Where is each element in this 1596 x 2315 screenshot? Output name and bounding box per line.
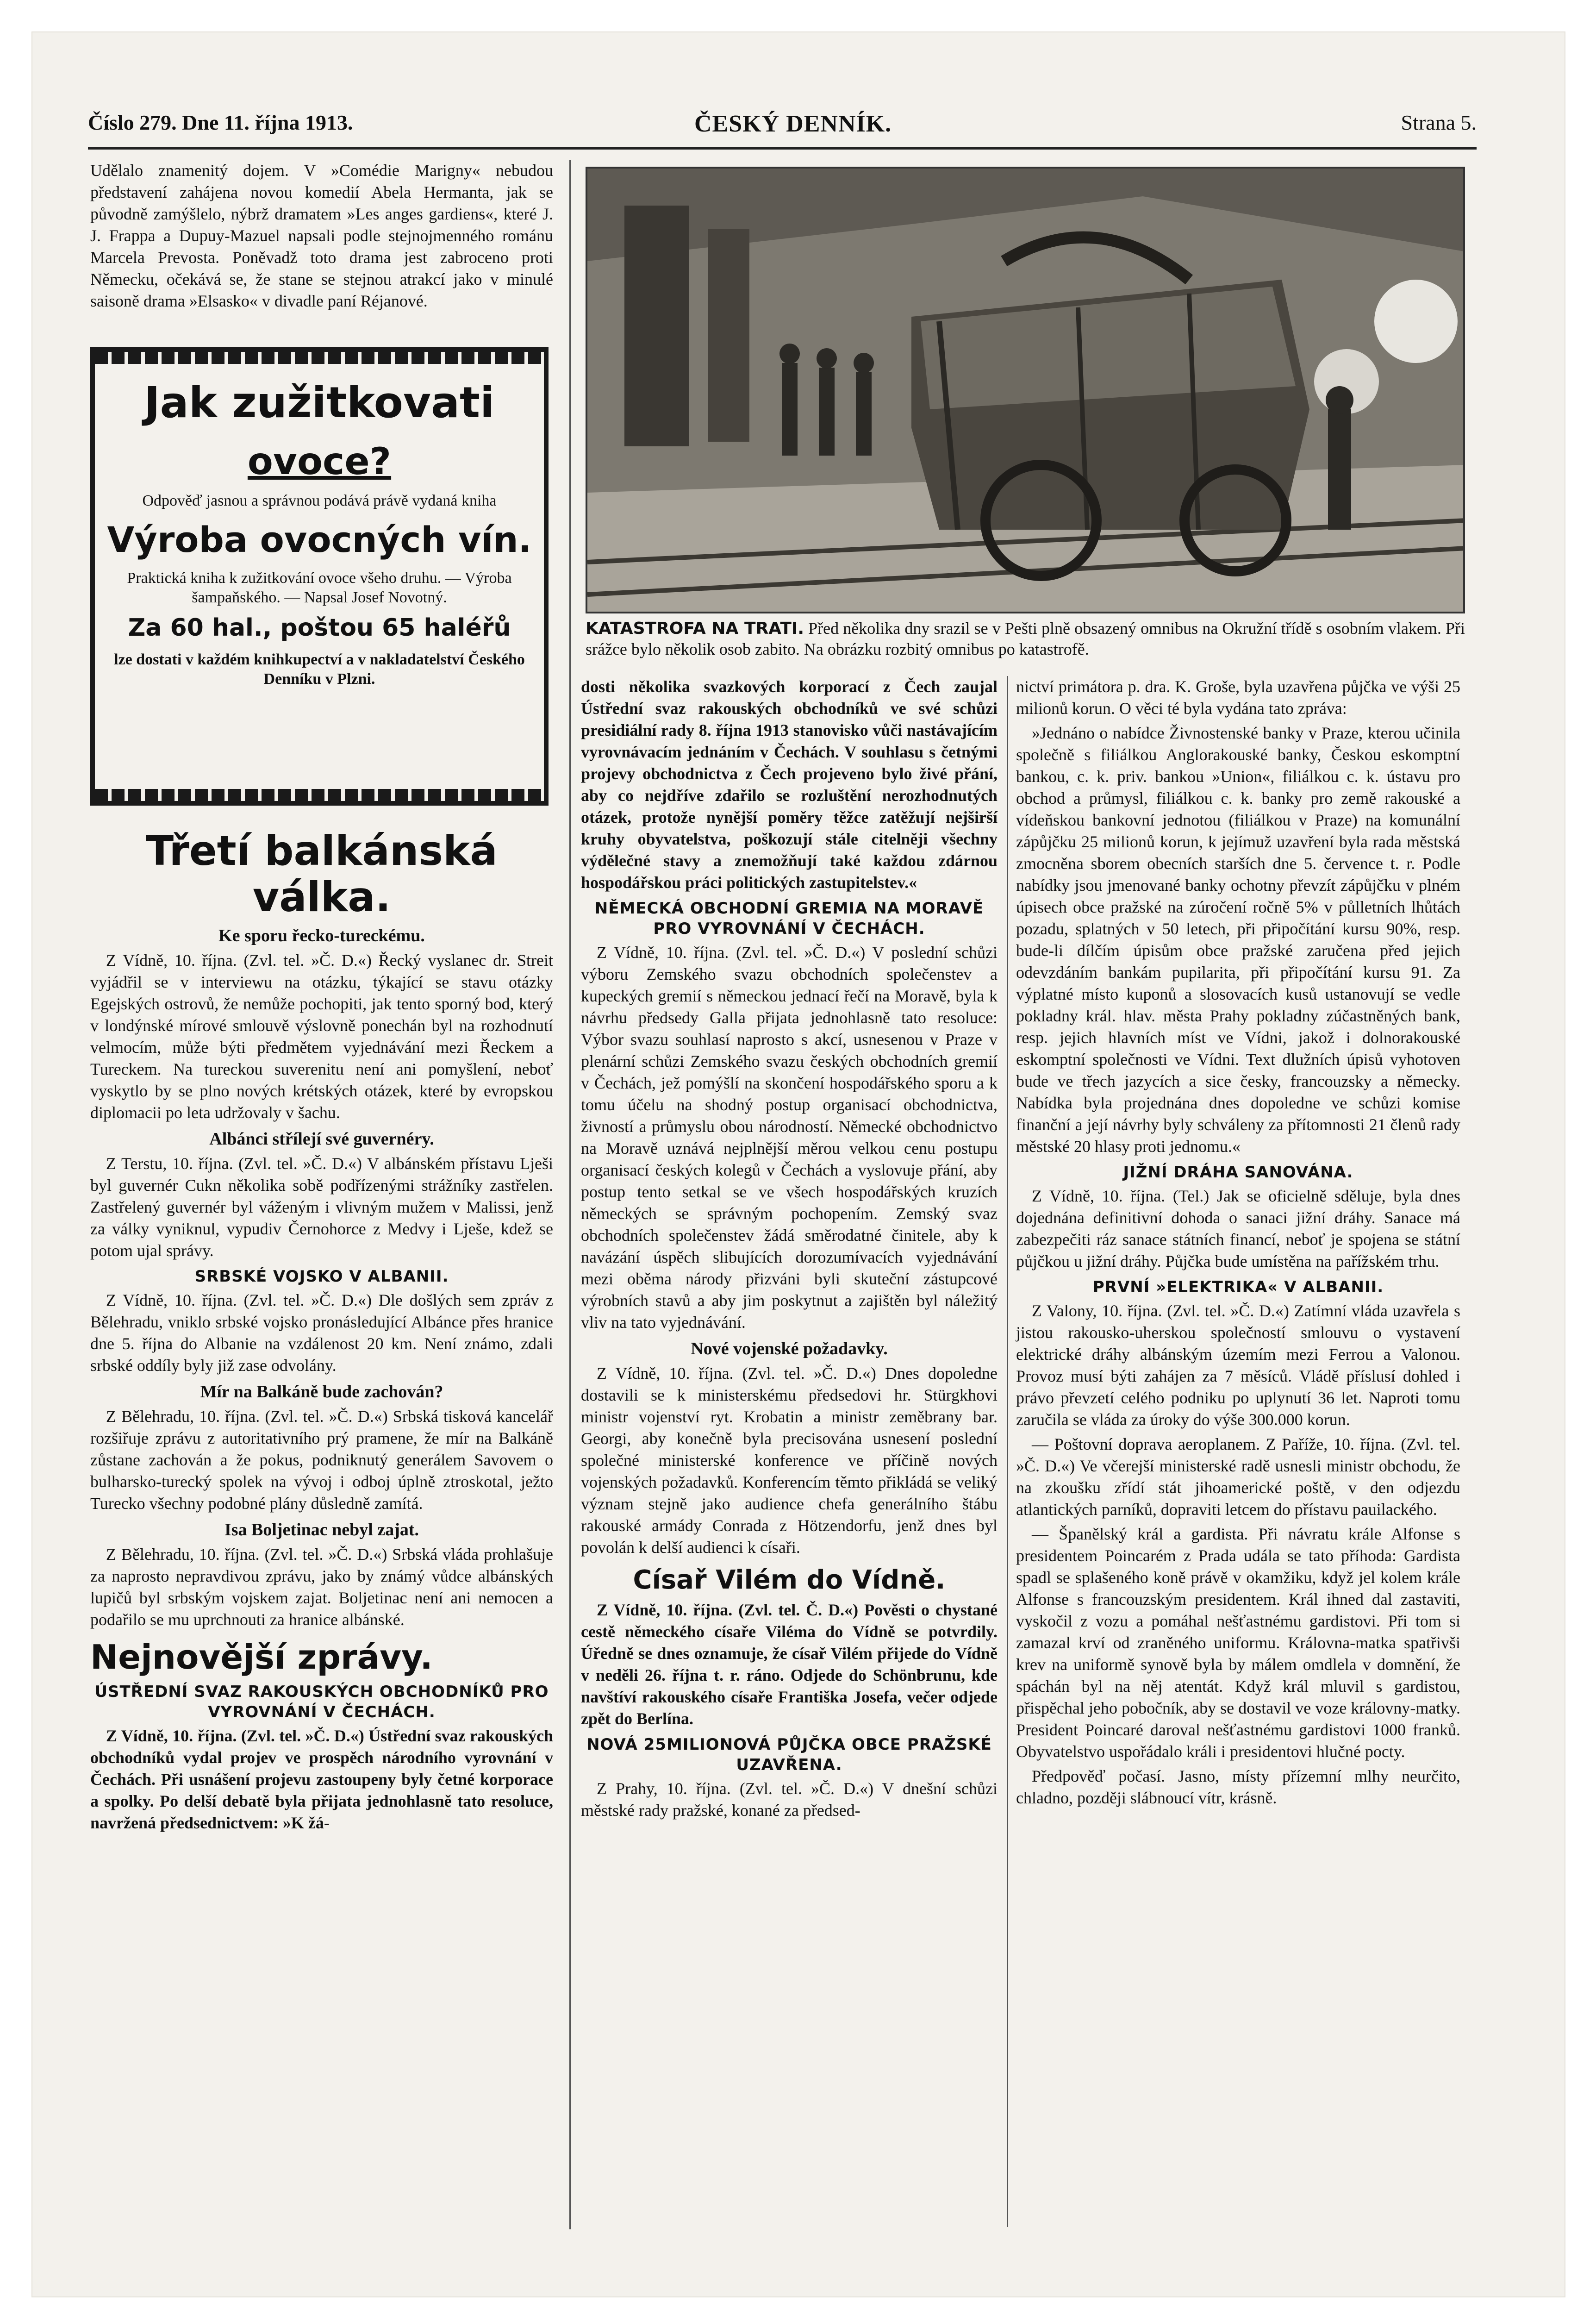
vojenske-article: Z Vídně, 10. října. (Zvl. tel. »Č. D.«) Dnes dopoledne dostavili se k ministerskému předsedovi hr. Stürgkhovi ministr vojenství ryt. Krobatin a ministr zeměbrany bar. Georgi, aby konečně byla precisována usnesení poslední společné ministerské konference ve příčině nových vojenských požadavků. Konferencím těmto přikládá se veliký význam stejně jako audience chefa generálního štábu rakouské armády Conrada z Hötzendorfu, jenž dnes byl povolán k delší audienci k císaři.: [581, 1364, 998, 1557]
isa-headline: Isa Boljetinac nebyl zajat.: [224, 1520, 419, 1539]
pocasi-article: Předpověď počasí. Jasno, místy přízemní mlhy neurčito, chladno, později slábnoucí vítr, krásně.: [1016, 1767, 1460, 1807]
pujcka-continued: nictví primátora p. dra. K. Groše, byla uzavřena půjčka ve výši 25 milionů korun. O věci té byla vydána tato zpráva:: [1016, 677, 1460, 718]
ad-lead: Odpověď jasnou a správnou podává právě vydaná kniha: [142, 492, 497, 509]
page-header: [88, 106, 1477, 139]
page-number: Strana 5.: [1401, 111, 1477, 134]
pujcka-headline: NOVÁ 25MILIONOVÁ PŮJČKA OBCE PRAŽSKÉ UZAVŘENA.: [586, 1735, 992, 1774]
photo-caption: [586, 618, 1465, 659]
resolution-end: dosti několika svazkových korporací z Čech zaujal Ústřední svaz rakouských obchodníků ve své schůzi presidiální rady 8. října 1913 stanovisko vůči nastávajícím vyrovnávacím jednáním v Čechách. V souhlasu s četnými projevy obchodnictva z Čech projeveno bylo živé přání, aby co nejdříve zdařilo se rozluštění nerozhodnutých otázek, protože nynější poměry těžce zatěžují nejširší kruhy obyvatelstva, poškozují stále citelněji všechny výdělečné stavy a znemožňují také každou zdárnou hospodářskou práci politických zastupitelstev.«: [581, 677, 998, 892]
book-advertisement: [90, 347, 549, 806]
elektrika-headline: PRVNÍ »ELEKTRIKA« V ALBANII.: [1092, 1278, 1384, 1296]
albanci-article: Z Terstu, 10. října. (Zvl. tel. »Č. D.«) V albánském přístavu Lješi byl guvernér Cukn několika sobě podřízenými strážníky zastřelen. Zastřelený guvernér byl váženým i vlivným mužem v Malissi, jenž za války vyniknul, vypudiv Černohorce z Medvy i Lješe, kdež se potom ujal správy.: [90, 1154, 553, 1260]
issue-info: Číslo 279. Dne 11. října 1913.: [88, 111, 353, 134]
column-divider: [569, 160, 571, 2229]
balkan-subheadline: Ke sporu řecko-tureckému.: [218, 926, 425, 945]
mir-article: Z Bělehradu, 10. října. (Zvl. tel. »Č. D.«) Srbská tisková kancelář rozšiřuje zprávu z autoritativního prý pramene, že mír na Balkáně zůstane zachován a že pokus, podniknutý generálem Savovem o bulharsko-turecký spolek na vývoj i odboj úplně ztroskotal, ježto Turecko všechny podobné plány důsledně zamítá.: [90, 1407, 553, 1513]
ad-title-2: ovoce?: [247, 440, 392, 483]
jizni-headline: JIŽNÍ DRÁHA SANOVÁNA.: [1123, 1163, 1353, 1182]
gremia-article: Z Vídně, 10. října. (Zvl. tel. »Č. D.«) V poslední schůzi výboru Zemského svazu obchodních společenstev a kupeckých gremií s německou jednací řečí na Moravě, byla k návrhu předsedy Galla přijata jednohlasně tato resoluce: Výbor svazu souhlasí naprosto s akcí, usnesenou v Praze v plenární schůzi Zemského svazu českých obchodních gremií v Čechách, jež pomýšlí na skončení hospodářského sporu a k tomu účelu na shodný postup organisací obchodnictva, živností a průmyslu obou národností. Německé obchodnictvo na Moravě uznává nejplnější měrou velkou cenu postupu organisací českých kolegů v Čechách a vyslovuje přání, aby postup tento setkal se ve všech hospodářských kruzích německých se správným pochopením. Zemský svaz obchodních společenstev žádá směrodatné činitele, aby k navázání úspěch slibujících dorozumívacích vyjednávání mezi oběma národy přizváni byli skuteční zástupcové výrobních stavů a aby jim poskytnut a zajištěn byl náležitý vliv na tato vyjednávání.: [581, 943, 998, 1332]
balkan-headline: Třetí balkánská válka.: [146, 827, 498, 921]
ad-where: lze dostati v každém knihkupectví a v nakladatelství Českého Denníku v Plzni.: [114, 651, 525, 688]
pujcka-statement: »Jednáno o nabídce Živnostenské banky v Praze, kterou učinila společně s filiálkou Anglorakouské banky, Českou eskomptní bankou, c. k. priv. bankou »Union«, filiálkou c. k. ústavu pro obchod a průmysl, filiálkou c. k. banky pro země rakouské a vídeňskou bankovní jednotou (filiálkou v Praze) na komunální zápůjčku 25 milionů korun, k jejímuž uzavření byla rada městská zmocněna sborem obecních starších dne 5. července t. r. Podle nabídky jsou jmenované banky ochotny převzít zápůjčku v plném úpisech obce pražské na zúročení ročně 5% v půlletních lhůtách pozadu, splatných v 50 letech, při připočítání kursu 90%, resp. bude-li dílčím úpisům obce pražské zaručena před jejich odevzdáním bankám pupilarita, při připočítání kursu 91. Za výplatné místo kuponů a slosovacích kusů ustanovují se vedle pokladny král. hlav. města Prahy pokladny zúčastněných bank, resp. jejich hlavních míst ve Vídni, jakož i dolnorakouské eskomptní společnosti ve Vídni. Text dlužních úpisů vyhotoven bude ve třech jazycích a sice česky, francouzsky a německy. Nabídka byla projednána dnes dopoledne ve schůzi komise finanční a její návrhy byly schváleny za přítomnosti 21 členů rady městské 20 hlasy proti jednomu.«: [1016, 724, 1460, 1156]
ad-book-title: Výroba ovocných vín.: [107, 519, 532, 560]
albanci-headline: Albánci střílejí své guvernéry.: [209, 1129, 434, 1149]
isa-article: Z Bělehradu, 10. října. (Zvl. tel. »Č. D.«) Srbská vláda prohlašuje za naprosto nepravdivou zprávu, jako by známý vůdce albánských lupičů byl srbským vojskem zajat. Boljetinac není ani nemocen a podařilo se mu uprchnouti za hranice albánské.: [90, 1545, 553, 1629]
ad-price: Za 60 hal., poštou 65 haléřů: [128, 614, 511, 642]
news-headline: Nejnovější zprávy.: [90, 1638, 433, 1677]
srbske-article: Z Vídně, 10. října. (Zvl. tel. »Č. D.«) Dle došlých sem zpráv z Bělehradu, vniklo srbské vojsko pronásledující Albánce přes hranice dne 5. října do Albanie na vzdálenost 20 km. Není známo, zdali srbské oddíly byly již zase odvolány.: [90, 1291, 553, 1375]
ad-title: Jak zužitkovati: [144, 378, 495, 427]
elektrika-article: Z Valony, 10. října. (Zvl. tel. »Č. D.«) Zatímní vláda uzavřela s jistou rakousko-uherskou společností smlouvu o vystavení elektrické dráhy albánským územím mezi Ferrou a Valonou. Provoz musí býti zahájen za 7 měsíců. Vládě příslusí dohled i právo převzetí celého podniku po uplynutí 36 let. Naproti tomu zaručila se vláda za úroky do výše 300.000 korun.: [1016, 1301, 1460, 1429]
cisar-headline: Císař Vilém do Vídně.: [633, 1565, 946, 1595]
theatre-note: Udělalo znamenitý dojem. V »Comédie Marigny« nebudou představení zahájena novou komedií Abela Hermanta, jak se původně zamýšlelo, nýbrž dramatem »Les anges gardiens«, které J. J. Frappa a Dupuy-Mazuel napsali podle stejnojmenného románu Marcela Prevosta. Poněvadž toto drama jest zabroceno proti Německu, očekává se, že stane se stejnou atrakcí jako v minulé saisoně drama »Elsasko« v divadle paní Réjanové.: [90, 161, 553, 310]
masthead: ČESKÝ DENNÍK.: [694, 111, 892, 137]
column-1: [90, 160, 553, 315]
column-divider: [1007, 676, 1008, 2227]
jizni-article: Z Vídně, 10. října. (Tel.) Jak se oficielně sděluje, byla dnes dojednána definitivní dohoda o sanaci jižní dráhy. Sanace má zabezpečiti ráz sanace státních financí, neboť je spojena se státní půjčkou u jižní dráhy. Půjčka bude umístěna na pařížském trhu.: [1016, 1187, 1460, 1270]
header-rule: [88, 147, 1477, 150]
column-1-lower: [90, 820, 553, 1837]
balkan-article: Z Vídně, 10. října. (Zvl. tel. »Č. D.«) Řecký vyslanec dr. Streit vyjádřil se v interviewu na otázku, týkající se stavu otázky Egejských ostrovů, že nemůže pochopiti, jak tento sporný bod, který v londýnské mírové smlouvě výslovně ponechán byl na rozhodnutí velmocím, může býti předmětem vyjednávání mezi Řeckem a Tureckem. Na tureckou suverenitu není ani pomyšlení, neboť vyskytlo by se plno nových krétských otázek, které by evropskou diplomacii po leta udržovaly v šachu.: [90, 951, 553, 1122]
column-2: [581, 676, 998, 1824]
mir-headline: Mír na Balkáně bude zachován?: [200, 1382, 443, 1402]
gremia-headline: NĚMECKÁ OBCHODNÍ GREMIA NA MORAVĚ PRO VYROVNÁNÍ V ČECHÁCH.: [594, 899, 984, 938]
accident-photo: [586, 167, 1465, 613]
caption-label: KATASTROFA NA TRATI.: [586, 619, 804, 638]
ad-description: Praktická kniha k zužitkování ovoce všeho druhu. — Výroba šampaňského. — Napsal Josef Novotný.: [127, 569, 512, 606]
news-article: Z Vídně, 10. října. (Zvl. tel. »Č. D.«) Ústřední svaz rakouských obchodníků vydal projev ve prospěch národního vyrovnání v Čechách. Při usnášení projevu zastoupeny byly četné korporace a spolky. Po delší debatě byla přijata jednohlasně tato resoluce, navržená předsednictvem: »K žá-: [90, 1727, 553, 1832]
news-subheadline: ÚSTŘEDNÍ SVAZ RAKOUSKÝCH OBCHODNÍKŮ PRO VYROVNÁNÍ V ČECHÁCH.: [94, 1683, 549, 1721]
posta-article: — Poštovní doprava aeroplanem. Z Paříže, 10. října. (Zvl. tel. »Č. D.«) Ve včerejší ministerské radě usnesli ministr obchodu, že na zkoušku zřídí stát jihoamerické poště, v den odjezdu atlantických parníků, dopraviti letcem do přístavu pauilackého.: [1016, 1435, 1460, 1519]
srbske-headline: SRBSKÉ VOJSKO V ALBANII.: [194, 1267, 449, 1286]
column-3: [1016, 676, 1460, 1812]
pujcka-article: Z Prahy, 10. října. (Zvl. tel. »Č. D.«) V dnešní schůzi městské rady pražské, konané za předsed-: [581, 1779, 998, 1820]
omnibus-wreck-illustration: [587, 169, 1465, 613]
vojenske-headline: Nové vojenské požadavky.: [691, 1339, 888, 1358]
cisar-article: Z Vídně, 10. října. (Zvl. tel. Č. D.«) Pověsti o chystané cestě německého císaře Viléma do Vídně se potvrdily. Úředně se dnes oznamuje, že císař Vilém přijede do Vídně v neděli 26. října t. r. ráno. Odjede do Schönbrunu, kde navštíví rakouského císaře Františka Josefa, večer odjede zpět do Berlína.: [581, 1601, 998, 1728]
kral-article: — Španělský král a gardista. Při návratu krále Alfonse s presidentem Poincarém z Prada udála se tato příhoda: Gardista spadl se splašeného koně právě v okamžiku, když jel kolem krále Alfonse s francouzským presidentem. Král ihned dal zastaviti, vyskočil z vozu a pomáhal nešťastnému gardistovi. Při tom si zamazal krví od zraněného uniformu. Královna-matka spatřivši krev na uniformě synově byla by málem omdlela v domnění, že spáchán byl na něj atentát. Když král mluvil s gardistou, přispěchal jeho pobočník, aby se dostavil ve voze královny-matky. President Poincaré daroval nešťastnému gardistovi 1000 franků. Obyvatelstvo uspořádalo králi i presidentovi hlučné pocty.: [1016, 1525, 1460, 1761]
caption-text: Před několika dny srazil se v Pešti plně obsazený omnibus na Okružní třídě s osobním vlakem. Při srážce bylo několik osob zabito. Na obrázku rozbitý omnibus po katastrofě.: [586, 619, 1465, 658]
